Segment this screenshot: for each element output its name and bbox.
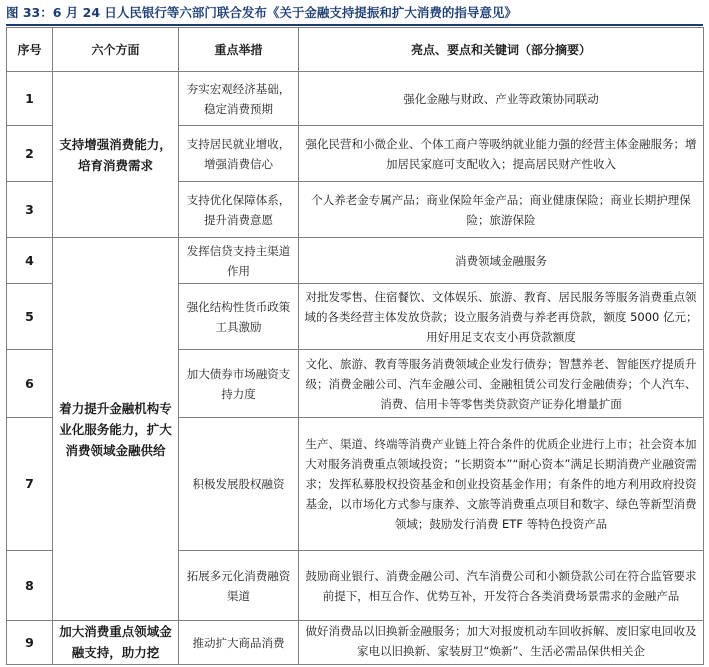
detail-cell: 生产、渠道、终端等消费产业链上符合条件的优质企业进行上市；社会资本加大对服务消费重点领域投资；“长期资本”“耐心资本”满足长期消费产业融资需求；发挥私募股权投资基金和创业投资基金作用；有条件的地方利用政府投资基金，以市场化方式参与康养、文旅等消费重点项目和数字、绿色等新型消费领域；鼓励发行消费 ETF 等特色投资产品 (299, 418, 704, 551)
aspect-cell: 着力提升金融机构专业化服务能力，扩大消费领域金融供给 (53, 238, 179, 621)
row-index: 7 (7, 418, 53, 551)
policy-table (6, 27, 704, 665)
measure-cell: 拓展多元化消费融资渠道 (179, 551, 299, 621)
detail-cell: 强化金融与财政、产业等政策协同联动 (299, 72, 704, 126)
table-row (7, 621, 704, 665)
row-index: 2 (7, 126, 53, 182)
detail-cell: 个人养老金专属产品；商业保险年金产品；商业健康保险；商业长期护理保险；旅游保险 (299, 182, 704, 238)
aspect-cell: 支持增强消费能力，培育消费需求 (53, 72, 179, 238)
figure-caption: 图 33：6 月 24 日人民银行等六部门联合发布《关于金融支持提振和扩大消费的指导意见》 (6, 5, 517, 20)
table-row (7, 72, 704, 126)
row-index: 1 (7, 72, 53, 126)
measure-cell: 夯实宏观经济基础，稳定消费预期 (179, 72, 299, 126)
detail-cell: 鼓励商业银行、消费金融公司、汽车消费公司和小额贷款公司在符合监管要求前提下，相互合作、优势互补，开发符合各类消费场景需求的金融产品 (299, 551, 704, 621)
header-row (7, 28, 704, 72)
measure-cell: 积极发展股权融资 (179, 418, 299, 551)
aspect-cell: 加大消费重点领域金融支持，助力挖 (53, 621, 179, 665)
measure-cell: 支持居民就业增收，增强消费信心 (179, 126, 299, 182)
header-detail: 亮点、要点和关键词（部分摘要） (299, 28, 704, 72)
header-index: 序号 (7, 28, 53, 72)
header-aspect: 六个方面 (53, 28, 179, 72)
detail-cell: 强化民营和小微企业、个体工商户等吸纳就业能力强的经营主体金融服务；增加居民家庭可支配收入；提高居民财产性收入 (299, 126, 704, 182)
header-measure: 重点举措 (179, 28, 299, 72)
measure-cell: 支持优化保障体系，提升消费意愿 (179, 182, 299, 238)
table-row (7, 238, 704, 284)
caption-rule (6, 24, 703, 26)
detail-cell: 对批发零售、住宿餐饮、文体娱乐、旅游、教育、居民服务等服务消费重点领域的各类经营主体发放贷款；设立服务消费与养老再贷款，额度 5000 亿元；用好用足支农支小再贷款额度 (299, 284, 704, 350)
detail-cell: 文化、旅游、教育等服务消费领域企业发行债券；智慧养老、智能医疗提质升级；消费金融公司、汽车金融公司、金融租赁公司发行金融债券；个人汽车、消费、信用卡等零售类贷款资产证券化增量扩面 (299, 350, 704, 418)
row-index: 3 (7, 182, 53, 238)
row-index: 6 (7, 350, 53, 418)
measure-cell: 推动扩大商品消费 (179, 621, 299, 665)
row-index: 5 (7, 284, 53, 350)
detail-cell: 消费领域金融服务 (299, 238, 704, 284)
detail-cell: 做好消费品以旧换新金融服务；加大对报废机动车回收拆解、废旧家电回收及家电以旧换新、家装厨卫“焕新”、生活必需品保供相关企 (299, 621, 704, 665)
measure-cell: 发挥信贷支持主渠道作用 (179, 238, 299, 284)
row-index: 8 (7, 551, 53, 621)
measure-cell: 加大债券市场融资支持力度 (179, 350, 299, 418)
measure-cell: 强化结构性货币政策工具激励 (179, 284, 299, 350)
row-index: 9 (7, 621, 53, 665)
row-index: 4 (7, 238, 53, 284)
